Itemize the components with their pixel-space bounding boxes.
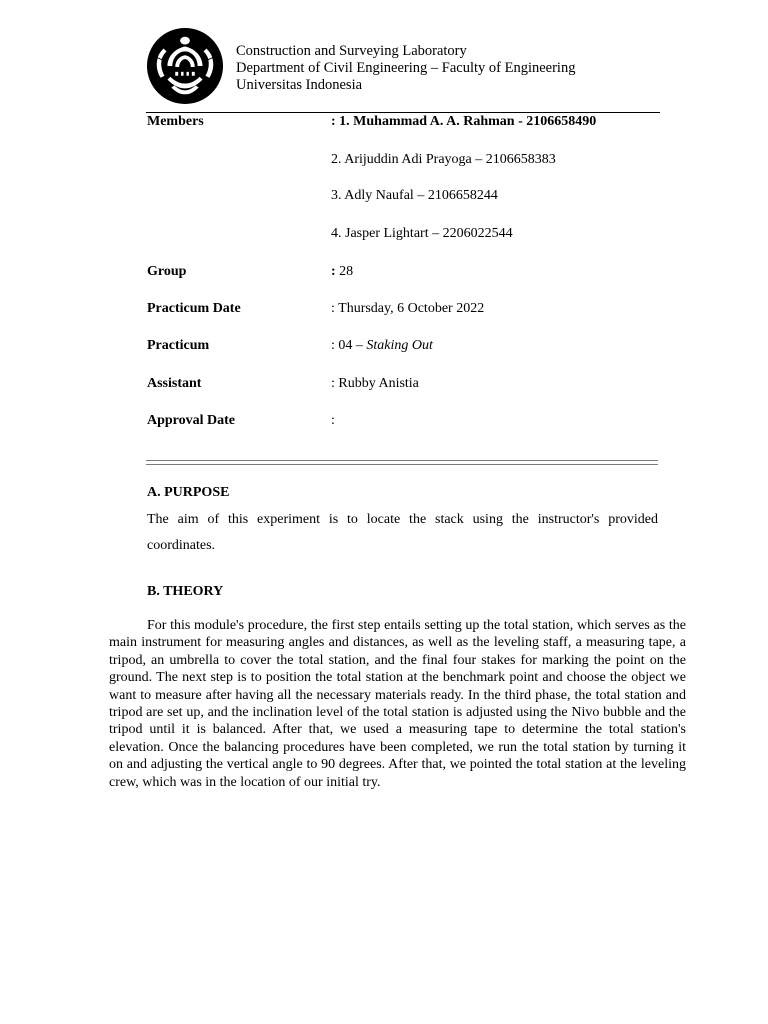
group-label: Group — [147, 264, 187, 279]
member-3: 3. Adly Naufal – 2106658244 — [331, 188, 498, 203]
purpose-heading: A. PURPOSE — [147, 485, 230, 500]
members-label: Members — [147, 114, 204, 129]
approval-date-label: Approval Date — [147, 413, 236, 428]
lab-name: Construction and Surveying Laboratory — [236, 43, 467, 59]
member-2: 2. Arijuddin Adi Prayoga – 2106658383 — [331, 152, 556, 167]
purpose-paragraph: The aim of this experiment is to locate the stack using the instructor's provided coordinates. — [147, 512, 658, 553]
document-header — [236, 43, 575, 94]
member-1: : 1. Muhammad A. A. Rahman - 2106658490 — [331, 114, 597, 129]
theory-heading: B. THEORY — [147, 584, 224, 599]
section-divider — [146, 460, 658, 465]
theory-paragraph: For this module's procedure, the first step entails setting up the total station, which serves as the main instrument for measuring angles and distances, as well as the leveling staff, a measuring tape, a tripod, an umbrella to cover the total station, and the final four stakes for marking the point on the ground. The next step is to position the total station at the benchmark point and choose the object we want to measure after having all the necessary materials ready. In the third phase, the total station and tripod are set up, and the inclination level of the total station is adjusted using the Nivo bubble and the tripod until it is balanced. After that, we used a measuring tape to determine the total station's elevation. Once the balancing procedures have been completed, we run the total station by turning it on and adjusting the vertical angle to 90 degrees. After that, we pointed the total station at the leveling crew, which was in the location of our initial try. — [109, 618, 686, 790]
group-colon: : — [331, 264, 336, 279]
assistant-value: : Rubby Anistia — [331, 376, 419, 391]
practicum-date-value: : Thursday, 6 October 2022 — [331, 301, 485, 316]
university-logo-icon — [146, 27, 224, 105]
practicum-title: Staking Out — [366, 338, 433, 353]
practicum-label: Practicum — [147, 338, 210, 353]
practicum-number: : 04 – — [331, 338, 367, 353]
group-value: 28 — [335, 264, 354, 279]
university-name: Universitas Indonesia — [236, 77, 363, 93]
member-4: 4. Jasper Lightart – 2206022544 — [331, 226, 513, 241]
assistant-label: Assistant — [147, 376, 202, 391]
department-name: Department of Civil Engineering – Faculty of Engineering — [236, 60, 576, 76]
approval-date-value: : — [331, 413, 335, 428]
practicum-date-label: Practicum Date — [147, 301, 241, 316]
